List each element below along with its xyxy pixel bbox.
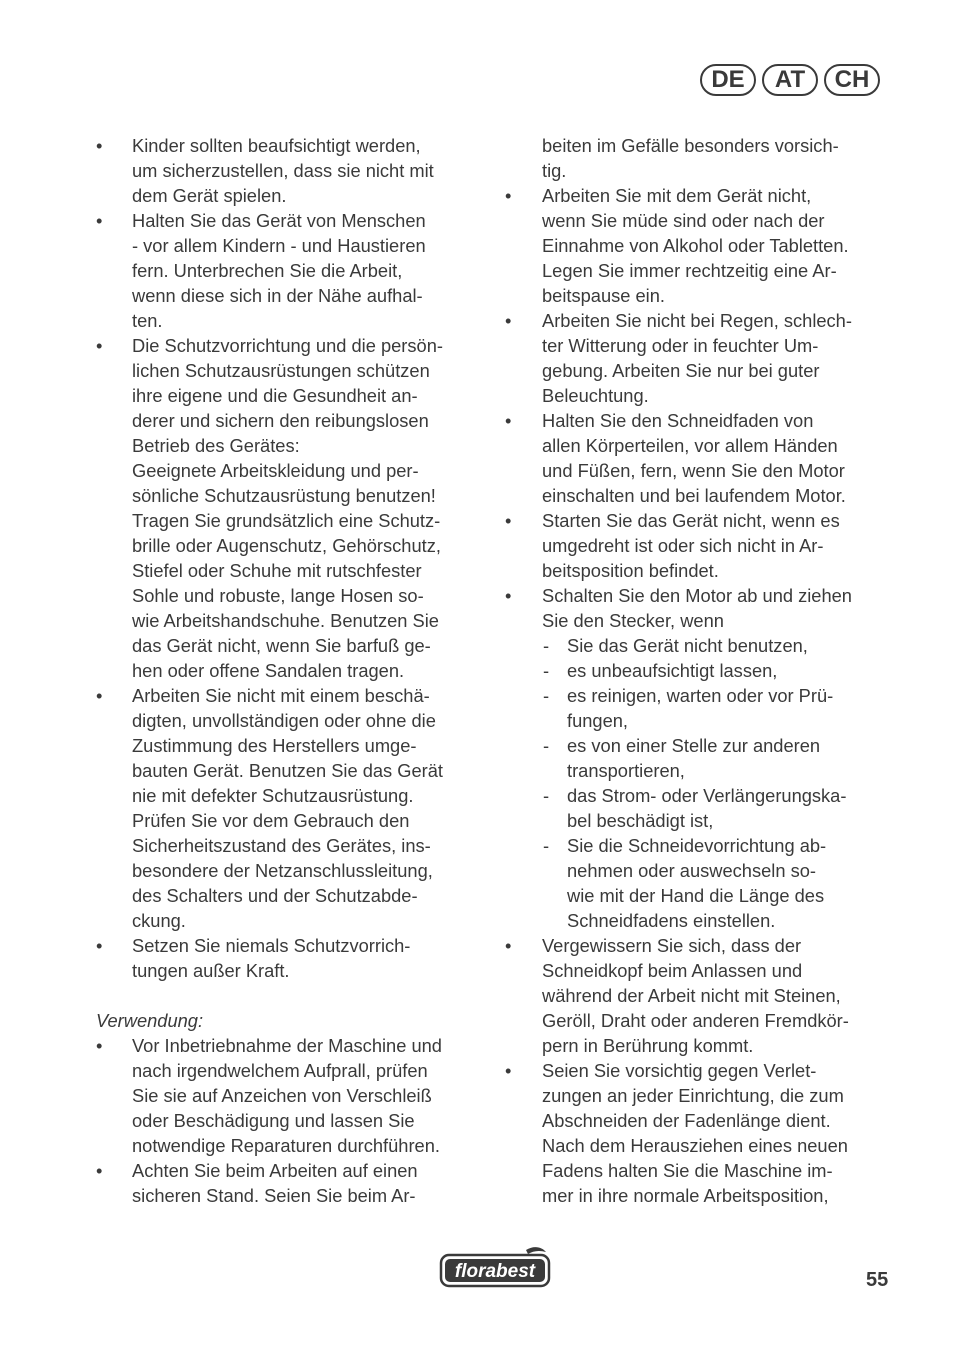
text-line: Schneidfadens einstellen. bbox=[567, 910, 776, 931]
list-item bbox=[96, 133, 486, 208]
text-line: ckung. bbox=[132, 910, 186, 931]
sub-list-item bbox=[505, 833, 895, 933]
dash-marker: - bbox=[543, 685, 550, 706]
bullet-marker: • bbox=[505, 310, 512, 331]
text-line: wenn diese sich in der Nähe aufhal- bbox=[132, 285, 423, 306]
bullet-marker: • bbox=[505, 185, 512, 206]
text-line: beitsposition befindet. bbox=[542, 560, 719, 581]
text-line: Arbeiten Sie mit dem Gerät nicht, bbox=[542, 185, 812, 206]
text-line: sicheren Stand. Seien Sie beim Ar- bbox=[132, 1185, 416, 1206]
list-item bbox=[505, 183, 895, 308]
bullet-marker: • bbox=[505, 585, 512, 606]
text-line: Arbeiten Sie nicht bei Regen, schlech- bbox=[542, 310, 852, 331]
bullet-marker: • bbox=[505, 410, 512, 431]
bullet-marker: • bbox=[505, 1060, 512, 1081]
text-line: fungen, bbox=[567, 710, 628, 731]
bullet-marker: • bbox=[96, 335, 103, 356]
text-line: Zustimmung des Herstellers umge- bbox=[132, 735, 417, 756]
sub-list-item bbox=[505, 658, 895, 683]
text-line: Arbeiten Sie nicht mit einem beschä- bbox=[132, 685, 430, 706]
list-item bbox=[96, 333, 486, 683]
text-line: Stiefel oder Schuhe mit rutschfester bbox=[132, 560, 422, 581]
text-line: Vergewissern Sie sich, dass der bbox=[542, 935, 802, 956]
text-line: nehmen oder auswechseln so- bbox=[567, 860, 816, 881]
text-line: brille oder Augenschutz, Gehörschutz, bbox=[132, 535, 441, 556]
text-line: wie Arbeitshandschuhe. Benutzen Sie bbox=[132, 610, 439, 631]
text-line: Schneidkopf beim Anlassen und bbox=[542, 960, 803, 981]
text-line: Sie das Gerät nicht benutzen, bbox=[567, 635, 808, 656]
text-line: Starten Sie das Gerät nicht, wenn es bbox=[542, 510, 840, 531]
florabest-logo bbox=[438, 1244, 552, 1290]
text-line: Fadens halten Sie die Maschine im- bbox=[542, 1160, 833, 1181]
text-line: es unbeaufsichtigt lassen, bbox=[567, 660, 778, 681]
sub-list-item bbox=[505, 783, 895, 833]
section-heading: Verwendung: bbox=[96, 1010, 204, 1031]
country-badge-ch: CH bbox=[824, 64, 880, 96]
text-line: das Gerät nicht, wenn Sie barfuß ge- bbox=[132, 635, 431, 656]
text-line: wie mit der Hand die Länge des bbox=[567, 885, 825, 906]
text-line: dem Gerät spielen. bbox=[132, 185, 287, 206]
text-line: Halten Sie den Schneidfaden von bbox=[542, 410, 814, 431]
list-item bbox=[505, 1058, 895, 1208]
text-line: um sicherzustellen, dass sie nicht mit bbox=[132, 160, 434, 181]
text-line: fern. Unterbrechen Sie die Arbeit, bbox=[132, 260, 403, 281]
dash-marker: - bbox=[543, 635, 550, 656]
list-item bbox=[96, 1033, 486, 1158]
text-line: Geeignete Arbeitskleidung und per- bbox=[132, 460, 419, 481]
bullet-marker: • bbox=[505, 935, 512, 956]
text-line: mer in ihre normale Arbeitsposition, bbox=[542, 1185, 829, 1206]
list-item bbox=[96, 208, 486, 333]
right-text-column bbox=[505, 133, 895, 1208]
continued-text-line: beiten im Gefälle besonders vorsich- bbox=[542, 135, 839, 156]
text-line: Tragen Sie grundsätzlich eine Schutz- bbox=[132, 510, 441, 531]
text-line: umgedreht ist oder sich nicht in Ar- bbox=[542, 535, 824, 556]
text-line: das Strom- oder Verlängerungska- bbox=[567, 785, 847, 806]
text-line: tungen außer Kraft. bbox=[132, 960, 290, 981]
dash-marker: - bbox=[543, 835, 550, 856]
bullet-marker: • bbox=[96, 685, 103, 706]
text-line: Die Schutzvorrichtung und die persön- bbox=[132, 335, 443, 356]
dash-marker: - bbox=[543, 785, 550, 806]
page-number: 55 bbox=[866, 1269, 889, 1291]
logo-text: florabest bbox=[454, 1261, 536, 1282]
text-line: Beleuchtung. bbox=[542, 385, 649, 406]
text-line: einschalten und bei laufendem Motor. bbox=[542, 485, 846, 506]
list-item bbox=[505, 308, 895, 408]
text-line: Sohle und robuste, lange Hosen so- bbox=[132, 585, 424, 606]
text-line: ten. bbox=[132, 310, 163, 331]
text-line: wenn Sie müde sind oder nach der bbox=[542, 210, 825, 231]
dash-marker: - bbox=[543, 660, 550, 681]
text-line: derer und sichern den reibungslosen bbox=[132, 410, 429, 431]
bullet-marker: • bbox=[96, 135, 103, 156]
text-line: beitspause ein. bbox=[542, 285, 665, 306]
list-item bbox=[505, 583, 895, 633]
text-line: Geröll, Draht oder anderen Fremdkör- bbox=[542, 1010, 849, 1031]
text-line: zungen an jeder Einrichtung, die zum bbox=[542, 1085, 844, 1106]
text-line: ihre eigene und die Gesundheit an- bbox=[132, 385, 418, 406]
list-item bbox=[505, 933, 895, 1058]
sub-list-item bbox=[505, 633, 895, 658]
text-line: Nach dem Herausziehen eines neuen bbox=[542, 1135, 848, 1156]
list-item bbox=[505, 508, 895, 583]
text-line: besondere der Netzanschlussleitung, bbox=[132, 860, 433, 881]
text-line: Prüfen Sie vor dem Gebrauch den bbox=[132, 810, 410, 831]
text-line: Vor Inbetriebnahme der Maschine und bbox=[132, 1035, 442, 1056]
bullet-marker: • bbox=[96, 210, 103, 231]
dash-marker: - bbox=[543, 735, 550, 756]
text-line: - vor allem Kindern - und Haustieren bbox=[132, 235, 426, 256]
text-line: Abschneiden der Fadenlänge dient. bbox=[542, 1110, 831, 1131]
list-item bbox=[96, 933, 486, 983]
text-line: Halten Sie das Gerät von Menschen bbox=[132, 210, 426, 231]
text-line: bel beschädigt ist, bbox=[567, 810, 714, 831]
continued-text-line: tig. bbox=[542, 160, 567, 181]
text-line: Kinder sollten beaufsichtigt werden, bbox=[132, 135, 421, 156]
text-line: Sie die Schneidevorrichtung ab- bbox=[567, 835, 827, 856]
bullet-marker: • bbox=[96, 1035, 103, 1056]
text-line: notwendige Reparaturen durchführen. bbox=[132, 1135, 440, 1156]
text-line: transportieren, bbox=[567, 760, 685, 781]
text-line: Schalten Sie den Motor ab und ziehen bbox=[542, 585, 852, 606]
text-line: sönliche Schutzausrüstung benutzen! bbox=[132, 485, 436, 506]
text-line: es von einer Stelle zur anderen bbox=[567, 735, 821, 756]
bullet-marker: • bbox=[96, 1160, 103, 1181]
text-line: Legen Sie immer rechtzeitig eine Ar- bbox=[542, 260, 837, 281]
text-line: Sie den Stecker, wenn bbox=[542, 610, 724, 631]
text-line: allen Körperteilen, vor allem Händen bbox=[542, 435, 838, 456]
text-line: es reinigen, warten oder vor Prü- bbox=[567, 685, 834, 706]
text-line: nach irgendwelchem Aufprall, prüfen bbox=[132, 1060, 428, 1081]
country-badges bbox=[700, 64, 880, 96]
text-line: hen oder offene Sandalen tragen. bbox=[132, 660, 405, 681]
text-line: Einnahme von Alkohol oder Tabletten. bbox=[542, 235, 849, 256]
sub-list-item bbox=[505, 683, 895, 733]
text-line: oder Beschädigung und lassen Sie bbox=[132, 1110, 415, 1131]
text-line: Sie sie auf Anzeichen von Verschleiß bbox=[132, 1085, 432, 1106]
country-badge-de: DE bbox=[700, 64, 756, 96]
text-line: Betrieb des Gerätes: bbox=[132, 435, 300, 456]
text-line: des Schalters und der Schutzabde- bbox=[132, 885, 418, 906]
bullet-marker: • bbox=[96, 935, 103, 956]
country-badge-at: AT bbox=[762, 64, 818, 96]
text-line: bauten Gerät. Benutzen Sie das Gerät bbox=[132, 760, 443, 781]
text-line: während der Arbeit nicht mit Steinen, bbox=[542, 985, 841, 1006]
text-line: Sicherheitszustand des Gerätes, ins- bbox=[132, 835, 431, 856]
text-line: Seien Sie vorsichtig gegen Verlet- bbox=[542, 1060, 817, 1081]
list-item bbox=[505, 408, 895, 508]
text-line: lichen Schutzausrüstungen schützen bbox=[132, 360, 430, 381]
text-line: gebung. Arbeiten Sie nur bei guter bbox=[542, 360, 820, 381]
text-line: Setzen Sie niemals Schutzvorrich- bbox=[132, 935, 411, 956]
text-line: pern in Berührung kommt. bbox=[542, 1035, 754, 1056]
text-line: ter Witterung oder in feuchter Um- bbox=[542, 335, 819, 356]
sub-list-item bbox=[505, 733, 895, 783]
text-line: und Füßen, fern, wenn Sie den Motor bbox=[542, 460, 845, 481]
bullet-marker: • bbox=[505, 510, 512, 531]
text-line: nie mit defekter Schutzausrüstung. bbox=[132, 785, 414, 806]
text-line: Achten Sie beim Arbeiten auf einen bbox=[132, 1160, 418, 1181]
list-item bbox=[96, 1158, 486, 1208]
list-item bbox=[96, 683, 486, 933]
text-line: digten, unvollständigen oder ohne die bbox=[132, 710, 436, 731]
left-text-column bbox=[96, 133, 486, 1208]
